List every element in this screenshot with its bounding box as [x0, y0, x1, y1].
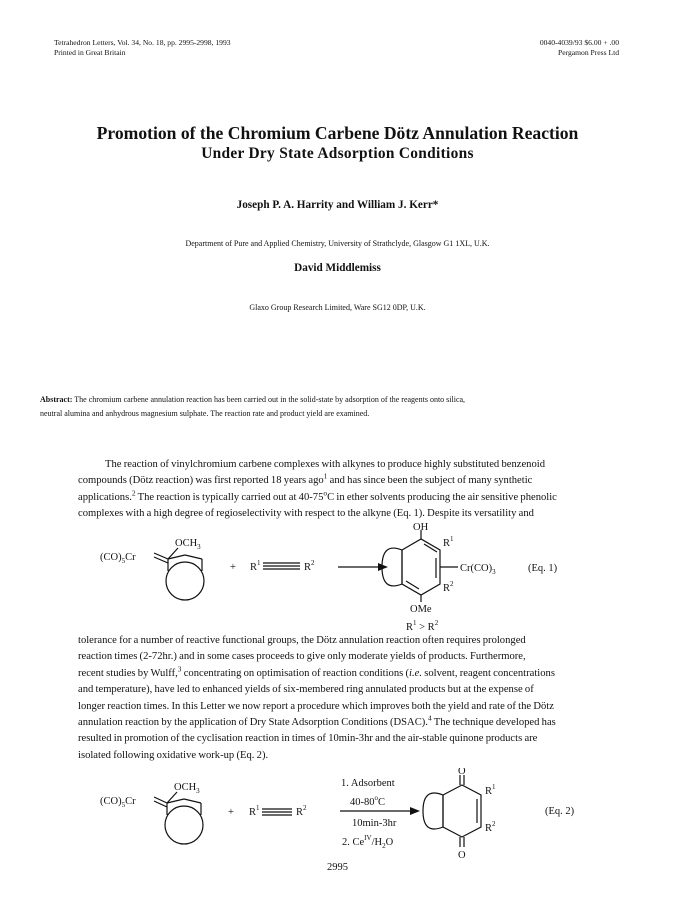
chem-superscript: 2: [450, 580, 454, 588]
abstract-label: Abstract:: [40, 395, 73, 404]
equation-2-label: (Eq. 2): [545, 806, 575, 817]
chem-superscript: 2: [492, 820, 496, 828]
chem-superscript: 2: [303, 804, 307, 812]
body-line: applications.: [78, 491, 132, 503]
carbonyl-oxygen: O: [458, 850, 466, 860]
chem-superscript: 1: [413, 619, 417, 627]
paper-title-line-1: Promotion of the Chromium Carbene Dötz Annulation Reaction: [96, 123, 579, 143]
body-line: isolated following oxidative work-up (Eq. 2).: [78, 749, 269, 761]
chem-subscript: 2: [382, 842, 386, 850]
body-line: resulted in promotion of the cyclisation reaction in times of 10min-3hr and the air-stable quinone products are: [78, 733, 538, 745]
svg-text:R1: [249, 804, 260, 818]
substituent-r1: R: [443, 538, 451, 549]
plus-sign: +: [228, 807, 234, 818]
journal-header: [54, 38, 231, 58]
substituent-r1: R: [485, 786, 493, 797]
author-names-2: David Middlemiss: [294, 262, 381, 274]
body-line: C in ether solvents producing the air sensitive phenolic: [327, 491, 557, 503]
svg-text:R1: [443, 535, 454, 549]
arene-ring: [402, 539, 440, 595]
issn-price: 0040-4039/93 $6.00 + .00: [539, 38, 619, 47]
body-line: annulation reaction by the application of Dry State Adsorption Conditions (DSAC).: [78, 717, 428, 729]
publisher-header: [540, 38, 619, 58]
body-line: recent studies by Wulff,: [78, 667, 178, 679]
body-line: reaction times (2-72hr.) and in some cases proceeds to give only moderate yields of products. Furthermore,: [78, 651, 526, 663]
svg-text:R2: [443, 580, 454, 594]
condition-temperature: C: [378, 797, 386, 808]
reference-marker: 1: [323, 471, 328, 481]
affiliation-2: Glaxo Group Research Limited, Ware SG12 0DP, U.K.: [249, 303, 426, 312]
paper-title-line-2: Under Dry State Adsorption Conditions: [201, 145, 474, 162]
chem-label: Cr: [125, 796, 136, 807]
body-line: The reaction is typically carried out at 40-75: [135, 491, 324, 503]
chem-superscript: 1: [492, 783, 496, 791]
svg-text:OCH3: [174, 782, 200, 795]
chem-superscript: IV: [364, 834, 372, 842]
plus-sign: +: [230, 562, 236, 573]
body-line: longer reaction times. In this Letter we now report a procedure which improves both the yield and rate of the Dötz: [78, 700, 554, 712]
regio-condition: R: [406, 622, 414, 633]
substituent-r2: R: [296, 807, 304, 818]
reaction-arrow-head: [410, 807, 420, 815]
reactant-ring: [166, 562, 204, 600]
body-line: complexes with a high degree of regioselectivity with respect to the alkyne (Eq. 1). Despite its versatility and: [78, 508, 534, 520]
svg-text:40-80oC: [350, 794, 385, 808]
condition-time: 10min-3hr: [352, 818, 397, 829]
substituent-r1: R: [250, 562, 258, 573]
body-line: concentrating on optimisation of reaction conditions (: [181, 667, 410, 679]
svg-text:(CO)5Cr: [100, 552, 136, 565]
equation-2-scheme: [0, 768, 675, 860]
chem-superscript: 1: [257, 559, 261, 567]
substituent-r2: R: [304, 562, 312, 573]
substituent-r2: R: [443, 583, 451, 594]
reference-marker: 3: [177, 664, 182, 674]
chromium-tricarbonyl: Cr(CO): [460, 563, 493, 574]
italic-ie: i.e.: [409, 667, 422, 679]
chem-superscript: 2: [311, 559, 315, 567]
quinone-ring: [443, 785, 481, 837]
fused-ring: [423, 793, 443, 829]
chem-label: (CO): [100, 796, 122, 807]
svg-text:R2: [296, 804, 307, 818]
chem-subscript: 5: [121, 801, 126, 809]
chem-subscript: 3: [197, 543, 201, 551]
page-number: 2995: [327, 862, 348, 873]
carbonyl-oxygen: O: [458, 768, 466, 777]
body-line: and has since been the subject of many synthetic: [327, 475, 533, 487]
reaction-arrow-head: [378, 563, 388, 571]
chem-superscript: 1: [450, 535, 454, 543]
svg-text:2. CeIV/H2O: [342, 834, 394, 850]
regio-condition: > R: [416, 622, 435, 633]
svg-text:Cr(CO)3: [460, 563, 496, 576]
body-line: and temperature), have led to enhanced yields of six-membered ring annulated products but at the expense of: [78, 684, 534, 696]
body-line: compounds (Dötz reaction) was first reported 18 years ago: [78, 475, 324, 487]
svg-text:R2: [485, 820, 496, 834]
hydroxyl-group: OH: [413, 522, 429, 533]
body-paragraph-1: [78, 457, 635, 523]
condition-step-2: 2. Ce: [342, 837, 365, 848]
chem-superscript: 2: [434, 619, 439, 627]
condition-step-2: /H: [371, 837, 383, 848]
condition-temperature: 40-80: [350, 797, 375, 808]
journal-citation: Tetrahedron Letters, Vol. 34, No. 18, pp. 2995-2998, 1993: [54, 38, 231, 47]
body-line: tolerance for a number of reactive functional groups, the Dötz annulation reaction often requires prolonged: [78, 635, 526, 646]
reference-marker: 2: [131, 488, 136, 498]
body-paragraph-2: [78, 633, 635, 764]
svg-text:R1: [250, 559, 261, 573]
body-line: The reaction of vinylchromium carbene complexes with alkynes to produce highly substituted benzenoid: [105, 459, 546, 470]
svg-text:R1 > R2: [406, 619, 439, 633]
chem-label: (CO): [100, 552, 122, 563]
body-line: solvent, reagent concentrations: [422, 667, 555, 679]
publisher-name: Pergamon Press Ltd: [557, 48, 619, 57]
chem-subscript: 5: [121, 557, 126, 565]
reactant-ring: [165, 806, 203, 844]
equation-1-scheme: [0, 520, 675, 635]
chem-subscript: 3: [196, 787, 200, 795]
reference-marker: 4: [427, 713, 432, 723]
affiliation-1: Department of Pure and Applied Chemistry, University of Strathclyde, Glasgow G1 1XL, U.K.: [185, 239, 490, 248]
svg-text:OCH3: [175, 538, 201, 551]
condition-step-2: O: [385, 837, 394, 848]
equation-1-label: (Eq. 1): [528, 563, 558, 574]
methoxy-group: OCH: [175, 538, 198, 549]
svg-text:(CO)5Cr: [100, 796, 136, 809]
substituent-r2: R: [485, 823, 493, 834]
chem-subscript: 3: [492, 568, 496, 576]
degree-sign: o: [323, 488, 328, 498]
condition-step-1: 1. Adsorbent: [341, 778, 395, 789]
methoxy-group: OCH: [174, 782, 197, 793]
author-names-1: Joseph P. A. Harrity and William J. Kerr*: [236, 199, 439, 211]
degree-sign: o: [374, 794, 378, 802]
svg-text:R1: [485, 783, 496, 797]
substituent-r1: R: [249, 807, 257, 818]
methoxy-product: OMe: [410, 604, 432, 615]
abstract-text-1: The chromium carbene annulation reaction has been carried out in the solid-state by adsorption of the reagents onto silica,: [72, 395, 466, 404]
chem-label: Cr: [125, 552, 136, 563]
chem-superscript: 1: [256, 804, 260, 812]
abstract: [40, 393, 640, 421]
abstract-text-2: neutral alumina and anhydrous magnesium sulphate. The reaction rate and product yield are examined.: [40, 409, 370, 418]
body-line: The technique developed has: [431, 717, 556, 729]
svg-text:R2: [304, 559, 315, 573]
printed-location: Printed in Great Britain: [54, 48, 126, 57]
